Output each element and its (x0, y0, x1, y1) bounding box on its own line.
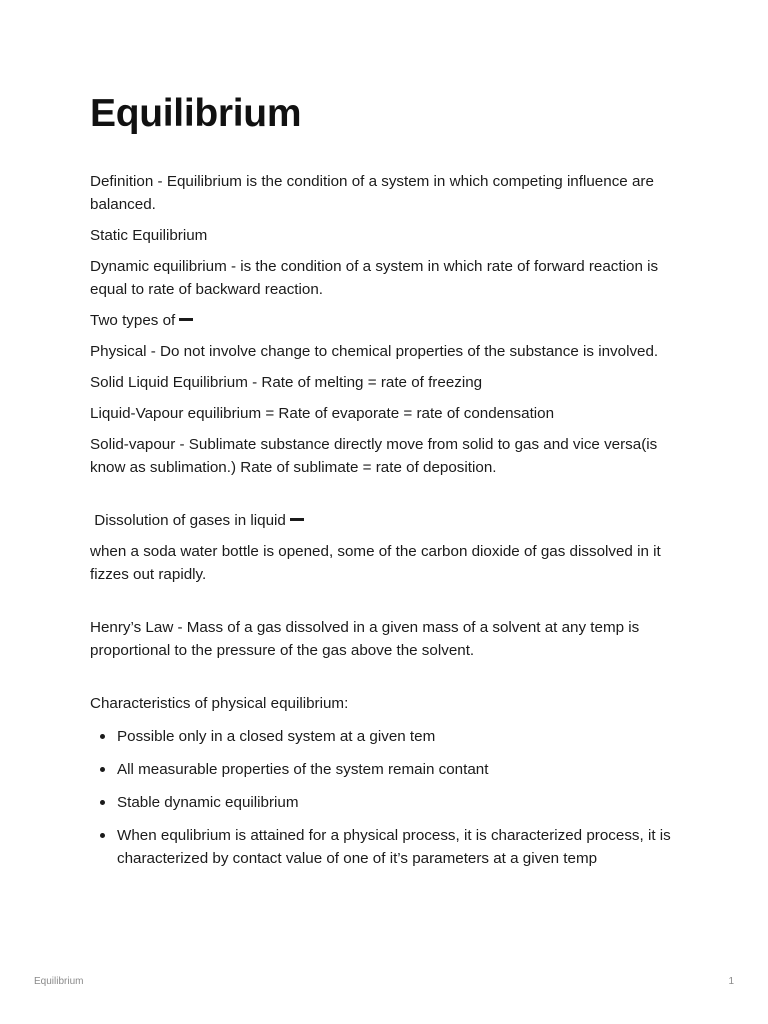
dash-icon (290, 518, 304, 521)
bullet-icon (100, 734, 105, 739)
characteristics-list (90, 725, 680, 870)
solid-liquid-paragraph: Solid Liquid Equilibrium - Rate of melting = rate of freezing (90, 374, 483, 391)
dissolution-heading-text: Dissolution of gases in liquid (94, 512, 286, 529)
bullet-icon (100, 767, 105, 772)
list-item (90, 791, 680, 814)
dash-icon (179, 318, 193, 321)
list-item (90, 758, 680, 781)
bullet-icon (100, 800, 105, 805)
soda-paragraph: when a soda water bottle is opened, some of the carbon dioxide of gas dissolved in it fizzes out rapidly. (90, 543, 661, 583)
bullet-icon (100, 833, 105, 838)
two-types-paragraph (90, 309, 680, 332)
page-number: 1 (728, 976, 734, 987)
list-item (90, 824, 680, 870)
dissolution-heading (90, 509, 680, 532)
document-body (90, 170, 680, 880)
liquid-vapour-paragraph: Liquid-Vapour equilibrium = Rate of evaporate = rate of condensation (90, 405, 555, 422)
list-item (90, 725, 680, 748)
solid-vapour-paragraph: Solid-vapour - Sublimate substance directly move from solid to gas and vice versa(is know as sublimation.) Rate of sublimate = rate of deposition. (90, 436, 658, 476)
list-item-text: Possible only in a closed system at a given tem (117, 728, 436, 745)
characteristics-heading: Characteristics of physical equilibrium: (90, 695, 349, 712)
list-item-text: When equlibrium is attained for a physical process, it is characterized process, it is characterized by contact value of one of it’s parameters at a given temp (117, 827, 671, 867)
list-item-text: All measurable properties of the system remain contant (117, 761, 489, 778)
henrys-law-paragraph: Henry’s Law - Mass of a gas dissolved in a given mass of a solvent at any temp is proportional to the pressure of the gas above the solvent. (90, 619, 640, 659)
static-equilibrium-paragraph: Static Equilibrium (90, 227, 208, 244)
footer-title: Equilibrium (34, 976, 84, 987)
two-types-text: Two types of (90, 312, 176, 329)
definition-paragraph: Definition - Equilibrium is the condition of a system in which competing influence are balanced. (90, 173, 654, 213)
dynamic-equilibrium-paragraph: Dynamic equilibrium - is the condition of a system in which rate of forward reaction is equal to rate of backward reaction. (90, 258, 659, 298)
physical-paragraph: Physical - Do not involve change to chemical properties of the substance is involved. (90, 343, 659, 360)
page-title: Equilibrium (90, 92, 302, 135)
list-item-text: Stable dynamic equilibrium (117, 794, 299, 811)
